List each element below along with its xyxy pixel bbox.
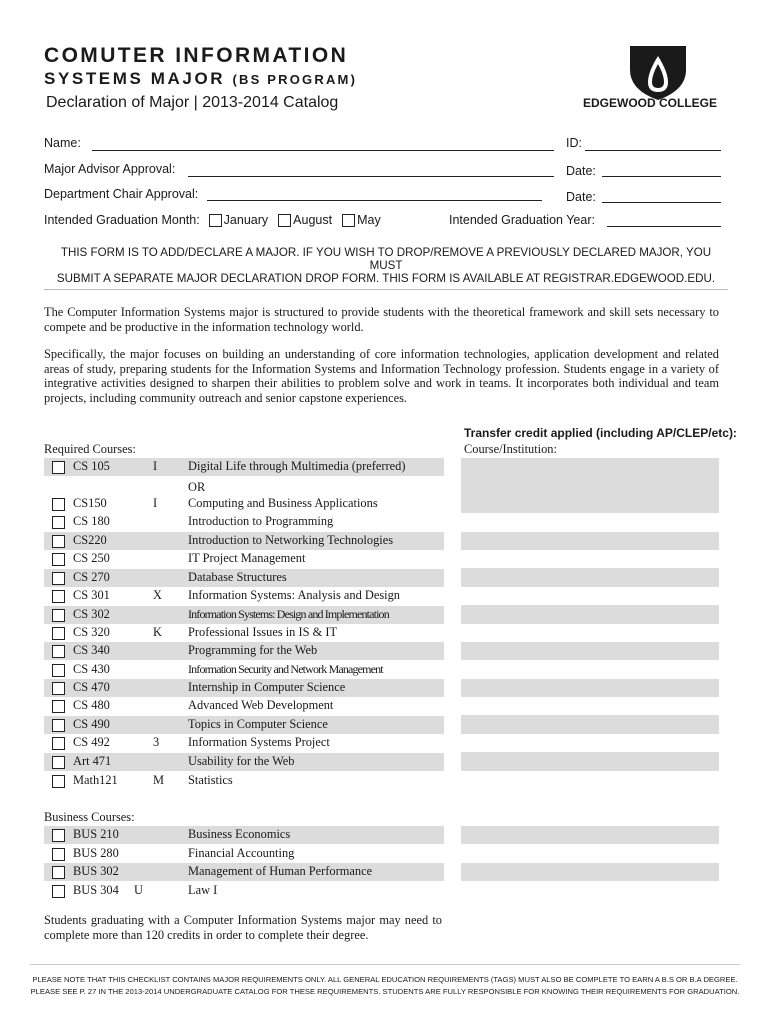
transfer-row[interactable] <box>461 550 719 568</box>
course-tag: 3 <box>153 735 160 749</box>
course-row-cs430 <box>44 661 444 679</box>
transfer-row[interactable] <box>461 826 719 844</box>
transfer-row[interactable] <box>461 881 719 899</box>
course-checkbox[interactable] <box>52 535 65 548</box>
course-checkbox[interactable] <box>52 461 65 474</box>
footer-line2: PLEASE SEE P. 27 IN THE 2013-2014 UNDERGRADUATE CATALOG FOR THESE REQUIREMENTS. STUDENTS ARE FULLY RESPONSIBLE FOR KNOWING THEIR REQUIREMENTS FOR GRADUATION. <box>30 986 740 996</box>
graduation-month-row <box>44 213 387 227</box>
name-label: Name: <box>44 136 81 150</box>
footer-divider <box>30 964 740 965</box>
course-row-bus280 <box>44 845 444 863</box>
may-label: May <box>357 213 381 227</box>
course-title: Financial Accounting <box>188 846 295 860</box>
page-title-line2 <box>44 69 357 89</box>
transfer-row[interactable] <box>461 513 719 531</box>
course-checkbox[interactable] <box>52 829 65 842</box>
course-checkbox[interactable] <box>52 516 65 529</box>
course-code: BUS 304 <box>73 883 119 897</box>
course-title: Statistics <box>188 773 233 787</box>
course-tag: K <box>153 625 162 639</box>
course-checkbox[interactable] <box>52 885 65 898</box>
course-code: CS220 <box>73 532 107 547</box>
transfer-row[interactable] <box>461 642 719 660</box>
course-tag: U <box>134 883 143 897</box>
course-title: Information Systems: Analysis and Design <box>188 588 401 602</box>
chair-approval-label: Department Chair Approval: <box>44 187 199 201</box>
course-title: Professional Issues in IS & IT <box>188 625 338 639</box>
transfer-row[interactable] <box>461 679 719 697</box>
course-row-cs480 <box>44 697 444 715</box>
advisor-date-field[interactable] <box>602 176 721 177</box>
august-checkbox[interactable] <box>278 214 291 227</box>
course-tag: M <box>153 773 165 787</box>
transfer-row[interactable] <box>461 660 719 678</box>
course-code: BUS 280 <box>73 846 119 860</box>
course-code: CS 470 <box>73 680 110 694</box>
title-program: (BS PROGRAM) <box>232 72 358 87</box>
course-checkbox[interactable] <box>52 627 65 640</box>
notice-line1: THIS FORM IS TO ADD/DECLARE A MAJOR. IF YOU WISH TO DROP/REMOVE A PREVIOUSLY DECLARED MAJOR, YOU MUST <box>60 246 712 272</box>
credits-note: Students graduating with a Computer Information Systems major may need to complete more than 120 credits in order to complete their degree. <box>44 913 442 942</box>
course-checkbox[interactable] <box>52 609 65 622</box>
transfer-row[interactable] <box>461 568 719 586</box>
course-code: CS 105 <box>73 459 110 473</box>
course-checkbox[interactable] <box>52 848 65 861</box>
course-code: CS 301 <box>73 588 110 602</box>
course-title: IT Project Management <box>188 551 306 565</box>
course-code: CS 320 <box>73 625 110 639</box>
transfer-row[interactable] <box>461 532 719 550</box>
course-checkbox[interactable] <box>52 572 65 585</box>
course-checkbox[interactable] <box>52 664 65 677</box>
course-code: CS150 <box>73 496 107 510</box>
course-title: Programming for the Web <box>188 643 318 657</box>
course-tag: X <box>153 588 162 602</box>
course-row-math121 <box>44 772 444 790</box>
course-checkbox[interactable] <box>52 756 65 769</box>
notice-line2: SUBMIT A SEPARATE MAJOR DECLARATION DROP FORM. THIS FORM IS AVAILABLE AT REGISTRAR.EDGEWOOD.EDU. <box>56 272 716 285</box>
course-row-cs220 <box>44 532 444 550</box>
course-code: CS 490 <box>73 716 110 731</box>
transfer-row[interactable] <box>461 476 719 494</box>
transfer-row[interactable] <box>461 863 719 881</box>
course-title: Introduction to Networking Technologies <box>188 532 394 547</box>
course-checkbox[interactable] <box>52 700 65 713</box>
course-row-art471 <box>44 753 444 771</box>
course-code: CS 480 <box>73 698 110 712</box>
required-courses-heading: Required Courses: <box>44 442 136 456</box>
august-label: August <box>293 213 333 227</box>
footer-note <box>30 974 740 997</box>
course-title: Advanced Web Development <box>188 698 334 712</box>
transfer-credit-entry-area[interactable] <box>461 458 719 789</box>
course-row-cs250 <box>44 550 444 568</box>
course-title: Internship in Computer Science <box>188 680 346 694</box>
transfer-row[interactable] <box>461 495 719 513</box>
chair-date-label: Date: <box>566 190 596 204</box>
name-field[interactable] <box>92 150 554 151</box>
course-row-cs470 <box>44 679 444 697</box>
transfer-row[interactable] <box>461 458 719 476</box>
course-code: CS 430 <box>73 661 110 676</box>
course-row-cs301 <box>44 587 444 605</box>
course-checkbox[interactable] <box>52 719 65 732</box>
course-row-bus304 <box>44 882 444 900</box>
course-row-cs320 <box>44 624 444 642</box>
grad-year-field[interactable] <box>607 226 721 227</box>
course-checkbox[interactable] <box>52 682 65 695</box>
title-main: SYSTEMS MAJOR <box>44 69 233 88</box>
course-checkbox[interactable] <box>52 775 65 788</box>
divider <box>44 289 728 290</box>
course-code: CS 302 <box>73 606 110 621</box>
advisor-approval-label: Major Advisor Approval: <box>44 162 176 176</box>
advisor-date-label: Date: <box>566 164 596 178</box>
course-tag: I <box>153 459 158 473</box>
college-name: EDGEWOOD COLLEGE <box>583 96 718 110</box>
course-institution-label: Course/Institution: <box>464 442 557 456</box>
page-title-line1: COMUTER INFORMATION <box>44 44 349 67</box>
transfer-row[interactable] <box>461 752 719 770</box>
transfer-row[interactable] <box>461 771 719 789</box>
course-row-cs340 <box>44 642 444 660</box>
transfer-row[interactable] <box>461 605 719 623</box>
footer-line1: PLEASE NOTE THAT THIS CHECKLIST CONTAINS MAJOR REQUIREMENTS ONLY. ALL GENERAL EDUCATION REQUIREMENTS (TAGS) MUST ALSO BE COMPLETE TO EARN A B.S OR B.A DEGREE. <box>32 975 738 984</box>
transfer-row[interactable] <box>461 587 719 605</box>
course-row-bus210 <box>44 826 444 844</box>
course-title: Introduction to Programming <box>188 514 334 528</box>
id-field[interactable] <box>585 150 721 151</box>
course-row-cs180 <box>44 513 444 531</box>
course-checkbox[interactable] <box>52 737 65 750</box>
course-row-cs270 <box>44 569 444 587</box>
course-code: Math121 <box>73 773 118 787</box>
course-tag: I <box>153 496 158 510</box>
intro-paragraph-1: The Computer Information Systems major is structured to provide students with the theoretical framework and skill sets necessary to compete and be productive in the information technology world. <box>44 305 719 334</box>
chair-approval-field[interactable] <box>207 200 542 201</box>
course-title: Database Structures <box>188 569 287 584</box>
transfer-row[interactable] <box>461 624 719 642</box>
course-title: Usability for the Web <box>188 754 295 768</box>
transfer-credit-heading: Transfer credit applied (including AP/CLEP/etc): <box>464 426 737 440</box>
january-label: January <box>223 213 269 227</box>
course-title: Business Economics <box>188 827 291 841</box>
course-title: Information Systems: Design and Implementation <box>188 606 389 621</box>
transfer-row[interactable] <box>461 844 719 862</box>
course-row-cs490 <box>44 716 444 734</box>
course-checkbox[interactable] <box>52 553 65 566</box>
course-title: Management of Human Performance <box>188 864 373 878</box>
college-crest-logo <box>626 44 690 102</box>
advisor-approval-field[interactable] <box>188 176 554 177</box>
business-courses-heading: Business Courses: <box>44 810 135 824</box>
course-code: CS 492 <box>73 735 110 749</box>
transfer-row[interactable] <box>461 715 719 733</box>
course-checkbox[interactable] <box>52 498 65 511</box>
or-separator: OR <box>188 480 206 494</box>
page-subtitle: Declaration of Major | 2013-2014 Catalog <box>46 94 339 111</box>
may-checkbox[interactable] <box>342 214 355 227</box>
course-title: Computing and Business Applications <box>188 496 378 510</box>
course-code: BUS 210 <box>73 827 119 841</box>
grad-year-label: Intended Graduation Year: <box>449 213 595 227</box>
course-checkbox[interactable] <box>52 866 65 879</box>
january-checkbox[interactable] <box>209 214 222 227</box>
transfer-credit-entry-area-business[interactable] <box>461 826 719 900</box>
course-row-cs150 <box>44 495 444 513</box>
course-title: Information Systems Project <box>188 735 330 749</box>
course-code: Art 471 <box>73 754 112 768</box>
id-label: ID: <box>566 136 582 150</box>
course-code: CS 270 <box>73 569 110 584</box>
chair-date-field[interactable] <box>602 202 721 203</box>
course-code: BUS 302 <box>73 864 119 878</box>
course-code: CS 340 <box>73 643 110 657</box>
course-code: CS 250 <box>73 551 110 565</box>
transfer-row[interactable] <box>461 697 719 715</box>
course-title: Topics in Computer Science <box>188 716 328 731</box>
course-row-bus302 <box>44 863 444 881</box>
course-row-cs105 <box>44 458 444 476</box>
course-code: CS 180 <box>73 514 110 528</box>
grad-month-label: Intended Graduation Month: <box>44 213 200 227</box>
course-title: Digital Life through Multimedia (preferred) <box>188 459 406 473</box>
intro-paragraph-2: Specifically, the major focuses on building an understanding of core information technologies, application development and related areas of study, preparing students for the Information Systems and Information Technology profession. Students engage in a variety of integrative activities designed to sharpen their abilities to problem solve and work in teams. It incorporates both individual and team projects, including community outreach and senior capstone experiences. <box>44 347 719 405</box>
course-title: Information Security and Network Management <box>188 661 383 676</box>
course-row-cs302 <box>44 606 444 624</box>
course-row-cs492 <box>44 734 444 752</box>
transfer-row[interactable] <box>461 734 719 752</box>
course-checkbox[interactable] <box>52 645 65 658</box>
course-checkbox[interactable] <box>52 590 65 603</box>
drop-form-notice <box>44 246 728 285</box>
course-title: Law I <box>188 883 218 897</box>
